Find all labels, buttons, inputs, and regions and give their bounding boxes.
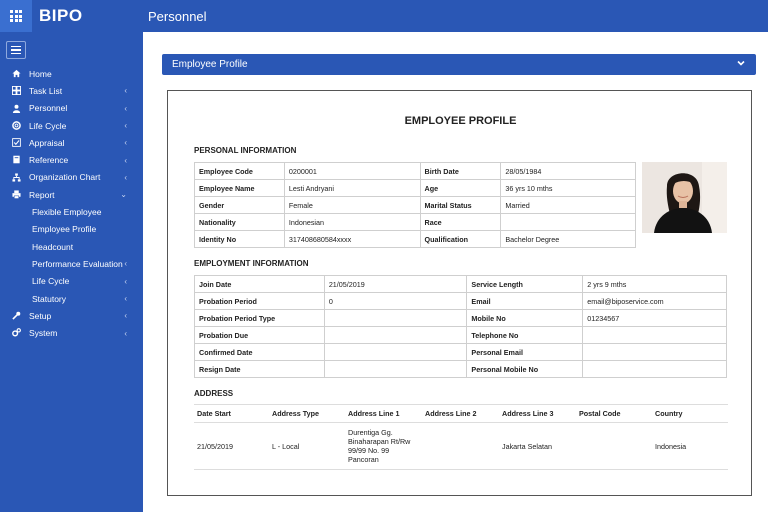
table-row: Employee Code 0200001 Birth Date 28/05/1984 <box>195 163 636 180</box>
chevron-down-icon[interactable] <box>736 58 746 68</box>
address-heading: ADDRESS <box>194 389 234 398</box>
employment-information-heading: EMPLOYMENT INFORMATION <box>194 259 309 268</box>
sidebar-item-appraisal[interactable]: Appraisal ‹ <box>0 134 143 151</box>
table-row: Gender Female Marital Status Married <box>195 197 636 214</box>
table-row: Nationality Indonesian Race <box>195 214 636 231</box>
table-row: Resign Date Personal Mobile No <box>195 361 727 378</box>
table-row: Employee Name Lesti Andryani Age 36 yrs 10 mths <box>195 180 636 197</box>
sidebar <box>0 32 143 512</box>
address-table-header: Date Start Address Type Address Line 1 Address Line 2 Address Line 3 Postal Code Country <box>194 405 728 423</box>
chevron-left-icon: ‹ <box>124 259 127 269</box>
top-bar <box>0 0 768 32</box>
sidebar-item-headcount[interactable]: Headcount <box>32 241 74 252</box>
chevron-left-icon: ‹ <box>124 103 127 113</box>
sidebar-item-report[interactable]: Report ⌄ <box>0 186 143 203</box>
chevron-left-icon: ‹ <box>124 121 127 131</box>
life-ring-icon <box>12 121 21 130</box>
sidebar-item-personnel[interactable]: Personnel ‹ <box>0 100 143 117</box>
table-row: Identity No 317408680584xxxx Qualification Bachelor Degree <box>195 231 636 248</box>
sidebar-item-report-life-cycle[interactable]: Life Cycle ‹ <box>32 276 127 287</box>
home-icon <box>12 69 21 78</box>
sidebar-item-organization-chart[interactable]: Organization Chart ‹ <box>0 169 143 186</box>
chevron-left-icon: ‹ <box>124 311 127 321</box>
chevron-left-icon: ‹ <box>124 172 127 182</box>
gears-icon <box>12 328 21 337</box>
sidebar-item-life-cycle[interactable]: Life Cycle ‹ <box>0 117 143 134</box>
menu-toggle-icon[interactable] <box>6 41 26 59</box>
table-row: Join Date 21/05/2019 Service Length 2 yrs 9 mths <box>195 276 727 293</box>
chevron-left-icon: ‹ <box>124 328 127 338</box>
employee-profile-document <box>167 90 752 496</box>
table-row: Confirmed Date Personal Email <box>195 344 727 361</box>
sidebar-item-employee-profile[interactable]: Employee Profile <box>32 224 97 235</box>
employee-photo <box>642 162 727 233</box>
employment-information-table <box>194 275 727 378</box>
address-table <box>194 404 728 470</box>
sidebar-item-statutory[interactable]: Statutory ‹ <box>32 293 127 304</box>
chevron-left-icon: ‹ <box>124 138 127 148</box>
task-list-icon <box>12 86 21 95</box>
sidebar-item-reference[interactable]: Reference ‹ <box>0 151 143 168</box>
chevron-left-icon: ‹ <box>124 155 127 165</box>
sidebar-menu <box>0 65 143 342</box>
print-icon <box>12 190 21 199</box>
person-icon <box>12 104 21 113</box>
table-row: Probation Period Type Mobile No 01234567 <box>195 310 727 327</box>
employee-profile-panel-header[interactable] <box>162 54 756 75</box>
sidebar-item-system[interactable]: System ‹ <box>0 324 143 341</box>
wrench-icon <box>12 311 21 320</box>
apps-grid-icon[interactable] <box>0 0 32 32</box>
chevron-down-icon: ⌄ <box>120 190 127 200</box>
main-content <box>143 32 768 512</box>
chevron-left-icon: ‹ <box>124 276 127 286</box>
address-line-1: Durentiga Gg. Binaharapan Rt/Rw 99/99 No. 99 Pancoran <box>345 423 422 470</box>
chevron-left-icon: ‹ <box>124 86 127 96</box>
book-icon <box>12 155 21 164</box>
sidebar-item-task-list[interactable]: Task List ‹ <box>0 82 143 99</box>
personal-information-heading: PERSONAL INFORMATION <box>194 146 297 155</box>
sidebar-item-flexible-employee[interactable]: Flexible Employee <box>32 207 102 218</box>
chevron-left-icon: ‹ <box>124 294 127 303</box>
check-square-icon <box>12 138 21 147</box>
table-row: 21/05/2019 L - Local Durentiga Gg. Binaharapan Rt/Rw 99/99 No. 99 Pancoran Jakarta Selatan Indonesia <box>194 423 728 470</box>
org-chart-icon <box>12 173 21 182</box>
sidebar-item-setup[interactable]: Setup ‹ <box>0 307 143 324</box>
brand-logo[interactable]: BIPO <box>39 6 83 25</box>
profile-title: EMPLOYEE PROFILE <box>404 115 517 127</box>
personal-information-table <box>194 162 636 248</box>
table-row: Probation Due Telephone No <box>195 327 727 344</box>
table-row: Probation Period 0 Email email@biposervice.com <box>195 293 727 310</box>
sidebar-item-home[interactable]: Home <box>0 65 143 82</box>
panel-title: Employee Profile <box>172 59 248 70</box>
sidebar-item-performance-evaluation[interactable]: Performance Evaluation ‹ <box>32 258 127 269</box>
module-title: Personnel <box>148 9 207 24</box>
